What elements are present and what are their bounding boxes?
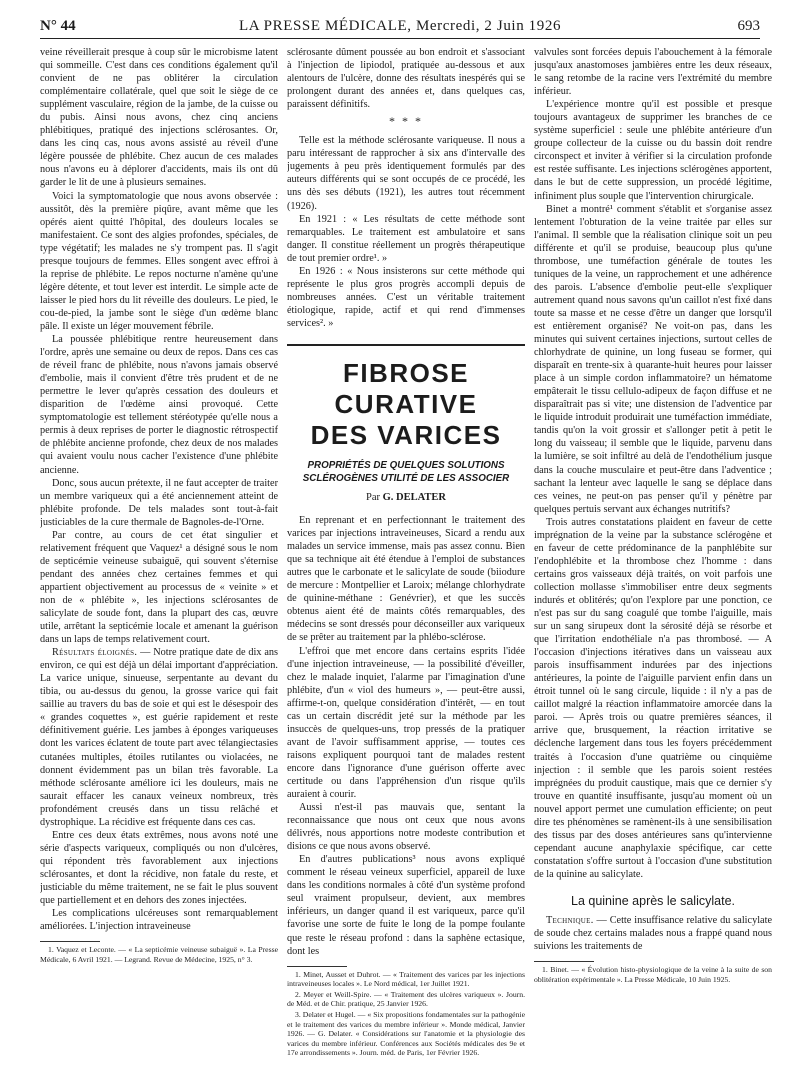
article-heading xyxy=(287,344,525,504)
paragraph: En d'autres publications³ nous avons expliqué comment le réseau veineux superficiel, appareil de luxe dans les conditions normales à côté d'un système profond seul vraiment propulseur, devient, aux membres inférieurs, un danger quand il est variqueux, parce qu'il favorise une sorte de fuite le long de la pompe foulante que reste le réseau profond : dans la saphène ectasique, dont les xyxy=(287,854,525,957)
paragraph: Trois autres constatations plaident en faveur de cette imprégnation de la veine par la substance sclérogène et en faveur de cette prédominance de la panphlébite sur l'endophlébite et la thrombose chez l'homme : dans certains gros vaisseaux déjà traités, on voit parfois une collection mollasse s'immobiliser entre deux segments indurés et oblitérés; qu'on l'explore par une ponction, ce n'est pas sur du sang coagulé que tombe l'aiguille, mais sur un sang sirupeux dont la sérosité déjà se résorbe et que l'irritation endothéliale n'a pas thrombosé. — A l'occasion d'injections itératives dans un vaisseau aux parois insuffisamment indurées par des injections antérieures, la pointe de l'aiguille parvient enfin dans un étroit tunnel où le sang circule, liquide : il n'y a pas de caillot malgré la réaction inflammatoire amorcée dans la paroi. — Après trois ou quatre premières séances, il arrive que, brusquement, la réaction irritative se déclenche largement dans tous les foyers précédemment traités à l'occasion d'une quatrième ou cinquième injection : il semble que les parois soient restées imprégnées du produit caustique, mais que ce dernier s'y trouve en quantité insuffisante, jusqu'au moment où un nouvel apport permet une cumulation efficiente; on peut dire tes phénomènes se ramènent-ils à une sensibilisation des tissus par des doses antérieures sans qu'intervienne cependant aucune anaphylaxie spécifique, car cette constatation s'offre surtout à l'occasion d'une substitution de la quinine au salicylate. xyxy=(534,516,772,880)
column-3 xyxy=(534,46,772,1072)
section-heading: La quinine après le salicylate. xyxy=(571,894,735,908)
footnotes xyxy=(534,965,772,984)
paragraph-text: — Cette insuffisance relative du salicylate de soude chez certains malades nous a frappé quand nous suivions les traitements de xyxy=(534,915,772,953)
paragraph: En 1926 : « Nous insisterons sur cette méthode qui représente le plus gros progrès accompli depuis de nombreuses années. C'est un véritable traitement étiologique, rapide, actif et qui rend d'immenses services². » xyxy=(287,265,525,329)
paragraph: veine réveillerait presque à coup sûr le microbisme latent qui sommeille. C'est dans ces conditions également qu'il convient de ne pas oblitérer la circulation complémentaire collatérale, quel que soit le siège de ce supplément vasculaire, région de la jambe, de la cuisse ou du pubis. Ainsi nous avons, chez cinq anciens phlébitiques, pratiqué des injections sclérosantes. Or, dans les cinq cas, nous avons assisté au réveil d'une légère poussée de phlébite. Chez aucun de ces malades nous n'avons eu à déplorer d'accidents, mais ils ont dû garder le lit de une à plusieurs semaines. xyxy=(40,47,278,189)
article-byline xyxy=(287,491,525,504)
paragraph: Les complications ulcéreuses sont remarquablement améliorées. L'injection intraveineuse xyxy=(40,908,278,933)
footnotes xyxy=(287,970,525,1058)
paragraph: Aussi n'est-il pas mauvais que, sentant la reconnaissance que nous ont ceux que nous avons délivrés, nous apportions notre modeste contribution et disions ce que nous avons observé. xyxy=(287,802,525,853)
paragraph: Binet a montré¹ comment s'établit et s'organise assez lentement l'obturation de la veine traitée par elles sur l'animal. Il semble que la réalisation clinique soit un peu différente et qu'il se produise, beaucoup plus qu'une thrombose, une tuméfaction générale de toutes les tuniques de la veine, un rapprochement et une adhérence des parois. L'absence d'embolie peut-elle s'expliquer autrement quand nous savons qu'un caillot n'est fixé dans toute sa masse et ne cesse d'être un danger que lorsqu'il est entièrement organisé? Ne voit-on pas, dans les minutes qui suivent certaines injections, surtout celles de chlorhydrate de quinine, un long fuseau se former, qui disparaît en trente-six à quarante-huit heures pour laisser place à un simple cordon inflammatoire? un hématome empâterait le tissu cellulo-adipeux de façon diffuse et ne disparaîtrait pas si vite; une distension de l'adventice par le liquide introduit produirait une tuméfaction immédiate, tandis qu'on la voit grossir et s'allonger petit à petit le long du vaisseau; il semble que le liquide, parvenu dans la lumière, se soit infiltré au delà de l'endothélium jusque dans la couche musculaire et peut-être dans l'adventice ; sachant la lenteur avec laquelle le sang se déplace dans ces veines, ne peut-on pas penser qu'il y pénètre par quelques pertuis servant aux échanges nutritifs? xyxy=(534,203,772,515)
page-header xyxy=(40,16,760,39)
subsection-heading: Technique. xyxy=(546,915,594,927)
paragraph xyxy=(40,646,278,829)
paragraph: En reprenant et en perfectionnant le traitement des varices par injections intraveineuses, Sicard a rendu aux malades un service immense, mais pas assez connu. Bien que sa technique ait été étendue à l'emploi de substances autres que le carbonate et le salicylate de soude (biiodure de mercure : Montpellier et Laroix; mélange chlorhydrate de quinine-méthane : Genévrier), et que les succès obtenus aient été de maints côtés remarquables, des médecins se sont dressés pour déconseiller aux variqueux de se prêter au traitement par la phlébo-sclérose. xyxy=(287,515,525,644)
footnote: 1. Binet. — « Évolution histo-physiologique de la veine à la suite de son oblitération expérimentale ». La Presse Médicale, 10 Juin 1925. xyxy=(534,965,772,984)
paragraph: Telle est la méthode sclérosante variqueuse. Il nous a paru intéressant de rapprocher à six ans d'intervalle des jugements à peu près identiquement formulés par des auteurs différents qui se sont occupés de ce procédé, les uns dès ses débuts (1921), les autres tout récemment (1926). xyxy=(287,135,525,212)
paragraph: La poussée phlébitique rentre heureusement dans l'ordre, après une semaine ou deux de repos. Dans ces cas de réveil franc de phlébite, nous n'avons jamais observé d'embolie, mais il convient d'être très prudent et de ne permettre le lever qu'après cessation des douleurs et disparition de l'œdème ainsi provoqué. Cette symptomatologie est tellement stéréotypée qu'elle nous a permis à deux reprises de porter le diagnostic rétrospectif de phlébite ancienne profonde, chez deux de nos malades qui avaient voulu nous cacher l'existence d'une phlébite ancienne. xyxy=(40,334,278,476)
paragraph: valvules sont forcées depuis l'abouchement à la fémorale jusqu'aux anastomoses jambières entre les deux réseaux, le sang retombe de la racine vers l'extrémité du membre inférieur. xyxy=(534,47,772,98)
paragraph-text: — Notre pratique date de dix ans environ, ce qui est déjà un délai important d'appréciation. La varice unique, sinueuse, serpentante au devant du tibia, ou au-dessus du genou, la grosse varice qui fait saillie au travers du bas de soie et qui est le désespoir des « grandes coquettes », est guérie rapidement et reste définitivement guérie. Les jambes à éponges variqueuses dont les varices éclatent de toute part avec télangiectasies cutanées multiples, étoiles rutilantes ou violacées, ne donnent évidemment pas un bilan très favorable. La méthode sclérosante améliore ici les douleurs, mais ne saurait effacer les canaux veineux nombreux, très profondément creusés dans un tissu relâché et dystrophique. La récidive est fréquente dans ces cas. xyxy=(40,647,278,828)
page-number: 693 xyxy=(737,18,760,34)
footnote-separator xyxy=(287,966,347,967)
footnote: 1. Vaquez et Leconte. — « La septicémie veineuse subaiguë ». La Presse Médicale, 6 Avril 1921. — Legrand. Revue de Médecine, 1925, n° 3. xyxy=(40,945,278,964)
footnote: 2. Meyer et Weill-Spire. — « Traitement des ulcères variqueux ». Journ. de Méd. et de Chir. pratique, 25 Janvier 1926. xyxy=(287,989,525,1009)
journal-title: LA PRESSE MÉDICALE, Mercredi, 2 Juin 1926 xyxy=(238,18,562,34)
paragraph: En 1921 : « Les résultats de cette méthode sont remarquables. Le traitement est ambulatoire et sans danger. Il constitue réellement un progrès thérapeutique de tout premier ordre¹. » xyxy=(287,213,525,264)
footnotes xyxy=(40,945,278,964)
paragraph: Donc, sous aucun prétexte, il ne faut accepter de traiter un membre variqueux qui a été anciennement atteint de phlébite profonde. De tels malades sont tout-à-fait justiciables de la cure thermale de Bagnoles-de-l'Orne. xyxy=(40,477,278,528)
article-title-line-1: FIBROSE CURATIVE xyxy=(334,357,478,419)
paragraph: L'expérience montre qu'il est possible et presque toujours avantageux de supprimer les branches de ce système superficiel : seule une phlébite antérieure d'un groupe collecteur de la cuisse ou du bassin doit rendre circonspect et inviter à vérifier si la circulation profonde est restée suffisante. Les injections sclérogènes apportent, dans le but de cette suppression, un procédé légitime, infiniment plus souple que l'intervention chirurgicale. xyxy=(534,99,772,202)
footnote-separator xyxy=(40,941,100,942)
column-2 xyxy=(287,46,525,1072)
paragraph: L'effroi que met encore dans certains esprits l'idée d'une injection intraveineuse, — la possibilité d'éveiller, chez le malade inquiet, l'alarme par l'imagination d'une phlébite, d'un « viol des humeurs », — peut-être aussi, affirme-t-on, quelque considération d'intérêt, — en tout cas un certain discrédit jeté sur la méthode par les insuccès de quelques-uns, trop pressés de la pratiquer avant de l'avoir suffisamment apprise, — toutes ces raisons expliquent pourquoi tant de malades restent encore dans l'ignorance d'une guérison offerte avec certitude ou dans l'appréhension d'un risque qu'ils auraient à courir. xyxy=(287,645,525,801)
author-name: G. DELATER xyxy=(382,491,447,503)
issue-number: N° 44 xyxy=(40,18,76,34)
footnote: 3. Delater et Hugel. — « Six propositions fondamentales sur la pathogénie et le traitement des varices du membre inférieur ». Monde médical, Janvier 1926. — G. Delater. « Considérations sur l'anatomie et la physiologie des varices du membre inférieur. Conférences aux Sociétés médicales des 9e et 17e arrondissements ». Journ. méd. de Paris, 1er Février 1926. xyxy=(287,1010,525,1058)
paragraph: sclérosante dûment poussée au bon endroit et s'associant à l'injection de lipiodol, pratiquée au-dessous et aux alentours de l'ulcère, donne des résultats inespérés qui se prolongent durant des années et, dans quelques cas, paraissent définitifs. xyxy=(287,47,525,111)
article-title-line-2: DES VARICES xyxy=(310,419,502,450)
article-subtitle: PROPRIÉTÉS DE QUELQUES SOLUTIONS SCLÉROGÈNES UTILITÉ DE LES ASSOCIER xyxy=(302,459,510,484)
paragraph: Voici la symptomatologie que nous avons observée : aussitôt, dès la première piqûre, avant même que les opérés aient quitté l'hôpital, des douleurs locales se manifestaient. Ce sont des algies profondes, spéciales, de type végétatif; les malades ne s'y trompent pas. Il s'agit presque toujours de femmes. Elles songent avec effroi à la reprise de phlébite. Le repos nocturne n'amène qu'une légère détente, et tout lever est interdit. Le simple acte de laisser le pied hors du lit réveille des douleurs. Le pied, le cou-de-pied, la jambe sont le siège d'un œdème blanc pâle. Il existe un léger mouvement fébrile. xyxy=(40,190,278,332)
footnote-separator xyxy=(534,961,594,962)
paragraph xyxy=(534,914,772,953)
subsection-heading: Résultats éloignés. xyxy=(52,647,138,659)
paragraph: Entre ces deux états extrêmes, nous avons noté une série d'aspects variqueux, compliqués ou non d'ulcères, qui répondent très favorablement aux injections sclérosantes, et dont la récidive, non fatale du reste, et justiciable du même traitement, ne se fait le plus souvent que partiellement et en dehors des zones injectées. xyxy=(40,829,278,907)
column-1 xyxy=(40,46,278,1072)
section-separator: * * * xyxy=(389,114,423,129)
paragraph: Par contre, au cours de cet état singulier et relativement fréquent que Vaquez¹ a désigné sous le nom de septicémie veineuse subaiguë, qui souvent s'éternise pendant des années chez certaines femmes et qui appartient objectivement au processus de « veinite » et non de « phlébite », les injections sclérosantes de salicylate de soude font, dans la plupart des cas, œuvre utile, arrêtant la septicémie locale et amenant la guérison dans un laps de temps relativement court. xyxy=(40,529,278,646)
footnote: 1. Minet, Ausset et Duhrot. — « Traitement des varices par les injections intraveineuses locales ». Le Nord médical, 1er Juillet 1921. xyxy=(287,969,525,989)
byline-prefix: Par xyxy=(365,491,383,503)
